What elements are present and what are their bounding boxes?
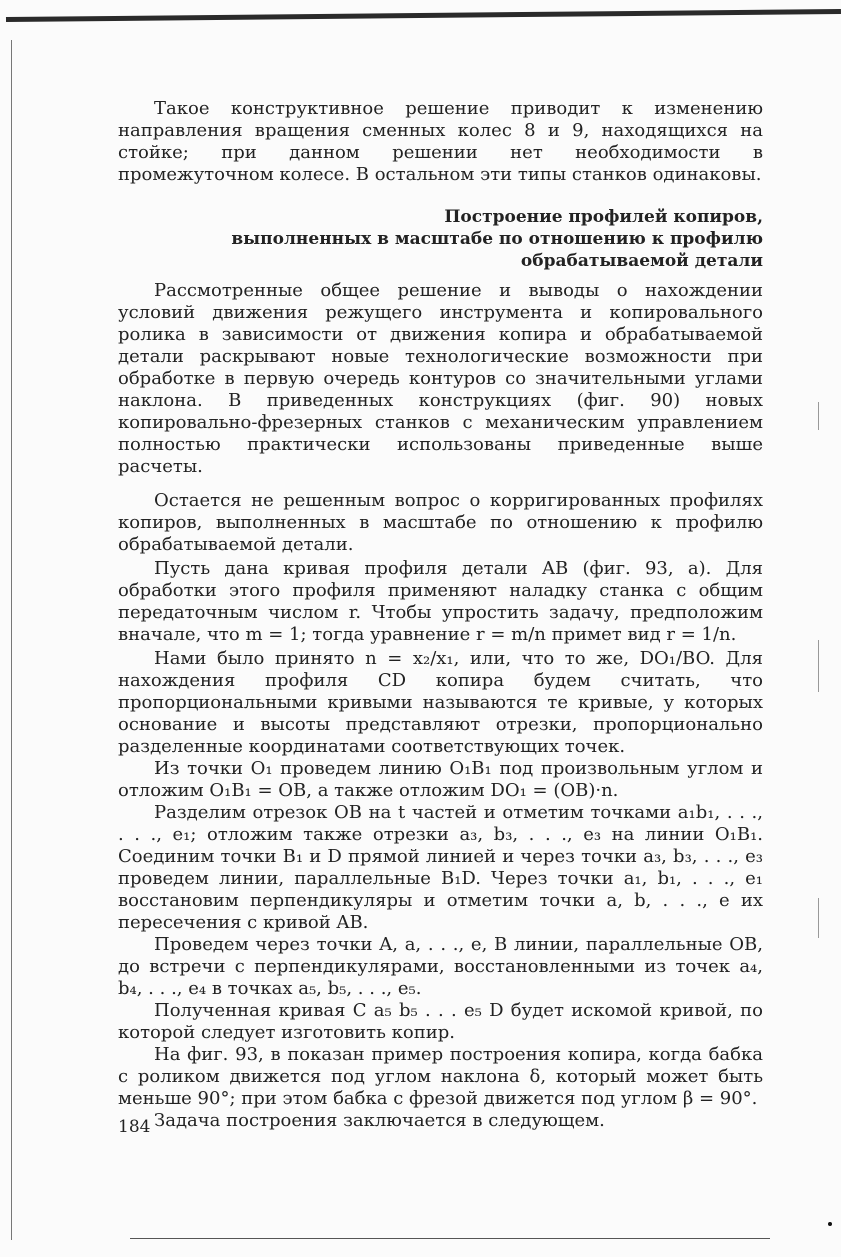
page-edge [11,40,12,1240]
paragraph: Проведем через точки A, a, . . ., e, B линии, параллельные OB, до встречи с перпендикулярами, восстановленными из точек a₄, b₄, . . ., e₄ в точках a₅, b₅, . . ., e₅. [118,934,763,999]
section-heading [118,206,763,272]
top-rule [6,9,841,22]
paragraph: Нами было принято n = x₂/x₁, или, что то же, DO₁/BO. Для нахождения профиля CD копира будем считать, что пропорциональными кривыми называются те кривые, у которых основание и высоты представляют отрезки, пропорционально разделенные координатами соответствующих точек. [118,648,763,757]
heading-line: обрабатываемой детали [520,251,763,271]
bottom-rule [130,1238,770,1239]
margin-mark [818,898,819,938]
margin-mark [818,640,819,692]
paragraph: Пусть дана кривая профиля детали AB (фиг. 93, а). Для обработки этого профиля применяют наладку станка с общим передаточным числом r. Чтобы упростить задачу, предположим вначале, что m = 1; тогда уравнение r = m/n примет вид r = 1/n. [118,558,763,645]
paragraph: Разделим отрезок OB на t частей и отметим точками a₁b₁, . . ., . . ., e₁; отложим также отрезки a₃, b₃, . . ., e₃ на линии O₁B₁. Соединим точки B₁ и D прямой линией и через точки a₃, b₃, . . ., e₃ проведем линии, параллельные B₁D. Через точки a₁, b₁, . . ., e₁ восстановим перпендикуляры и отметим точки a, b, . . ., e их пересечения с кривой AB. [118,802,763,933]
heading-line: выполненных в масштабе по отношению к профилю [231,229,763,249]
paragraph: Задача построения заключается в следующем. [154,1110,605,1131]
margin-mark [818,402,819,430]
heading-line: Построение профилей копиров, [444,207,763,227]
paragraph: Такое конструктивное решение приводит к изменению направления вращения сменных колес 8 и 9, находящихся на стойке; при данном решении нет необходимости в промежуточном колесе. В остальном эти типы станков одинаковы. [118,98,763,185]
paragraph: Полученная кривая C a₅ b₅ . . . e₅ D будет искомой кривой, по которой следует изготовить копир. [118,1000,763,1043]
text-column [118,98,763,1132]
paragraph: Остается не решенным вопрос о корригированных профилях копиров, выполненных в масштабе по отношению к профилю обрабатываемой детали. [118,490,763,555]
paragraph: Рассмотренные общее решение и выводы о нахождении условий движения режущего инструмента и копировального ролика в зависимости от движения копира и обрабатываемой детали раскрывают новые технологические возможности при обработке в первую очередь контуров со значительными углами наклона. В приведенных конструкциях (фиг. 90) новых копировально-фрезерных станков с механическим управлением полностью практически использованы приведенные выше расчеты. [118,280,763,477]
ink-dot [828,1222,832,1226]
page-number: 184 [118,1117,151,1137]
paragraph: На фиг. 93, в показан пример построения копира, когда бабка с роликом движется под углом наклона δ, который может быть меньше 90°; при этом бабка с фрезой движется под углом β = 90°. [118,1044,763,1109]
paragraph: Из точки O₁ проведем линию O₁B₁ под произвольным углом и отложим O₁B₁ = OB, а также отложим DO₁ = (OB)·n. [118,758,763,801]
